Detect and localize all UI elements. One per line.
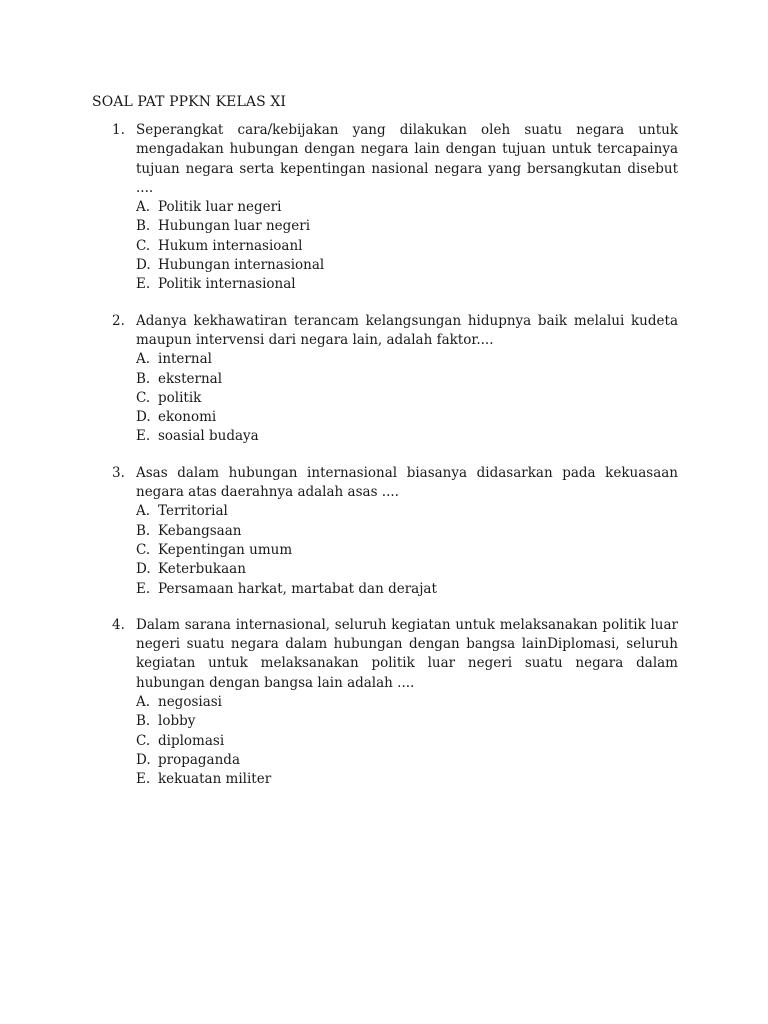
question-4 <box>92 616 678 790</box>
option-letter: A. <box>136 351 151 368</box>
option-letter: B. <box>136 713 151 730</box>
question-text: Asas dalam hubungan internasional biasanya didasarkan pada kekuasaan negara atas daerahnya adalah asas .... <box>136 464 678 501</box>
option-text: politik <box>158 389 202 406</box>
question-text: Adanya kekhawatiran terancam kelangsungan hidupnya baik melalui kudeta maupun intervensi dari negara lain, adalah faktor.... <box>136 312 678 348</box>
option-e <box>136 580 678 599</box>
option-text: soasial budaya <box>158 428 259 445</box>
option-letter: D. <box>136 409 151 426</box>
option-b <box>136 522 678 541</box>
option-text: Hubungan luar negeri <box>158 218 311 235</box>
option-letter: A. <box>136 694 151 711</box>
option-e <box>136 770 678 789</box>
question-number: 2. <box>112 312 125 329</box>
option-letter: B. <box>136 522 151 539</box>
option-list <box>136 693 678 789</box>
option-text: Politik internasional <box>158 276 296 293</box>
question-text: Dalam sarana internasional, seluruh kegiatan untuk melaksanakan politik luar negeri suatu negara dalam hubungan dengan bangsa lainDiplomasi, seluruh kegiatan untuk melaksanakan politik luar negeri suatu negara dalam hubungan dengan bangsa lain adalah .... <box>136 616 678 691</box>
question-number: 1. <box>112 122 125 138</box>
option-letter: D. <box>136 561 151 578</box>
option-d <box>136 256 678 275</box>
option-letter: B. <box>136 370 151 387</box>
option-list <box>136 350 678 446</box>
question-3 <box>92 464 678 599</box>
option-text: eksternal <box>158 370 223 387</box>
option-a <box>136 198 678 217</box>
option-c <box>136 541 678 560</box>
option-text: Territorial <box>158 503 228 520</box>
option-text: propaganda <box>158 751 240 768</box>
question-number: 4. <box>112 616 125 633</box>
document-page <box>92 93 678 807</box>
option-a <box>136 502 678 521</box>
option-letter: E. <box>136 276 151 293</box>
option-letter: C. <box>136 389 151 406</box>
option-letter: C. <box>136 541 151 558</box>
option-text: Politik luar negeri <box>158 199 282 216</box>
document-title: SOAL PAT PPKN KELAS XI <box>92 94 287 110</box>
option-letter: E. <box>136 771 151 788</box>
option-text: internal <box>158 351 212 368</box>
option-text: negosiasi <box>158 694 222 711</box>
question-1 <box>92 121 678 295</box>
option-text: lobby <box>158 713 196 730</box>
option-letter: A. <box>136 199 151 216</box>
option-letter: D. <box>136 257 151 274</box>
option-text: Keterbukaan <box>158 561 246 578</box>
option-c <box>136 732 678 751</box>
option-letter: C. <box>136 237 151 254</box>
option-e <box>136 275 678 294</box>
question-2 <box>92 312 678 447</box>
option-letter: E. <box>136 580 151 597</box>
option-text: diplomasi <box>158 732 225 749</box>
option-list <box>136 502 678 598</box>
option-e <box>136 427 678 446</box>
option-text: Persamaan harkat, martabat dan derajat <box>158 580 437 597</box>
option-d <box>136 751 678 770</box>
option-letter: A. <box>136 503 151 520</box>
option-text: ekonomi <box>158 409 217 426</box>
option-c <box>136 237 678 256</box>
option-d <box>136 408 678 427</box>
option-list <box>136 198 678 294</box>
option-letter: C. <box>136 732 151 749</box>
option-letter: B. <box>136 218 151 235</box>
question-text: Seperangkat cara/kebijakan yang dilakukan oleh suatu negara untuk mengadakan hubungan dengan negara lain dengan tujuan untuk tercapainya tujuan negara serta kepentingan nasional negara yang bersangkutan disebut .... <box>136 122 678 196</box>
option-a <box>136 693 678 712</box>
option-letter: D. <box>136 751 151 768</box>
option-b <box>136 370 678 389</box>
option-b <box>136 712 678 731</box>
option-text: Kepentingan umum <box>158 541 293 558</box>
option-text: Kebangsaan <box>158 522 242 539</box>
option-text: Hubungan internasional <box>158 257 325 274</box>
option-c <box>136 389 678 408</box>
option-text: Hukum internasioanl <box>158 237 303 254</box>
option-text: kekuatan militer <box>158 771 272 788</box>
option-b <box>136 217 678 236</box>
option-a <box>136 350 678 369</box>
option-letter: E. <box>136 428 151 445</box>
question-number: 3. <box>112 464 125 481</box>
option-d <box>136 560 678 579</box>
